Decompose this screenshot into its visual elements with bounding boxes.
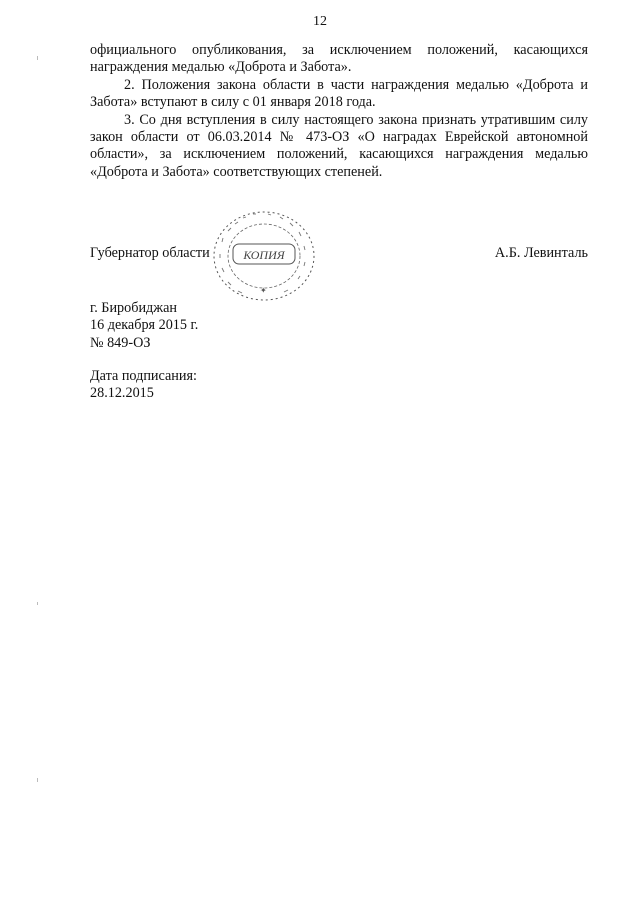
law-body-text: [90, 42, 588, 181]
city: г. Биробиджан: [90, 300, 177, 316]
official-seal-icon: [198, 206, 328, 306]
page-number: 12: [313, 14, 327, 29]
signing-date-label: Дата подписания:: [90, 368, 197, 384]
place-date-number-block: [90, 300, 198, 352]
paragraph-item-3: 3. Со дня вступления в силу настоящего закона признать утратившим силу закон области от 06.03.2014 № 473-ОЗ «О наградах Еврейской автономной области», за исключением положений, касающихся награждения медалью «Доброта и Забота» соответствующих степеней.: [90, 111, 588, 180]
paragraph-continuation: официального опубликования, за исключением положений, касающихся награждения медалью «Доброта и Забота».: [90, 42, 588, 76]
paragraph-item-2: 2. Положения закона области в части награждения медалью «Доброта и Забота» вступают в силу с 01 января 2018 года.: [90, 76, 588, 111]
signature-row: [90, 245, 588, 265]
scan-artifact: [37, 56, 38, 60]
governor-title: Губернатор области: [90, 245, 210, 261]
law-number: № 849-ОЗ: [90, 334, 151, 351]
signing-date-block: [90, 368, 197, 403]
svg-text:✦: ✦: [260, 286, 267, 295]
governor-name: А.Б. Левинталь: [494, 245, 588, 261]
signing-date-value: 28.12.2015: [90, 385, 154, 402]
scan-artifact: [37, 602, 38, 605]
law-date: 16 декабря 2015 г.: [90, 317, 199, 334]
scan-artifact: [37, 778, 38, 782]
seal-stamp-text: КОПИЯ: [243, 248, 285, 262]
